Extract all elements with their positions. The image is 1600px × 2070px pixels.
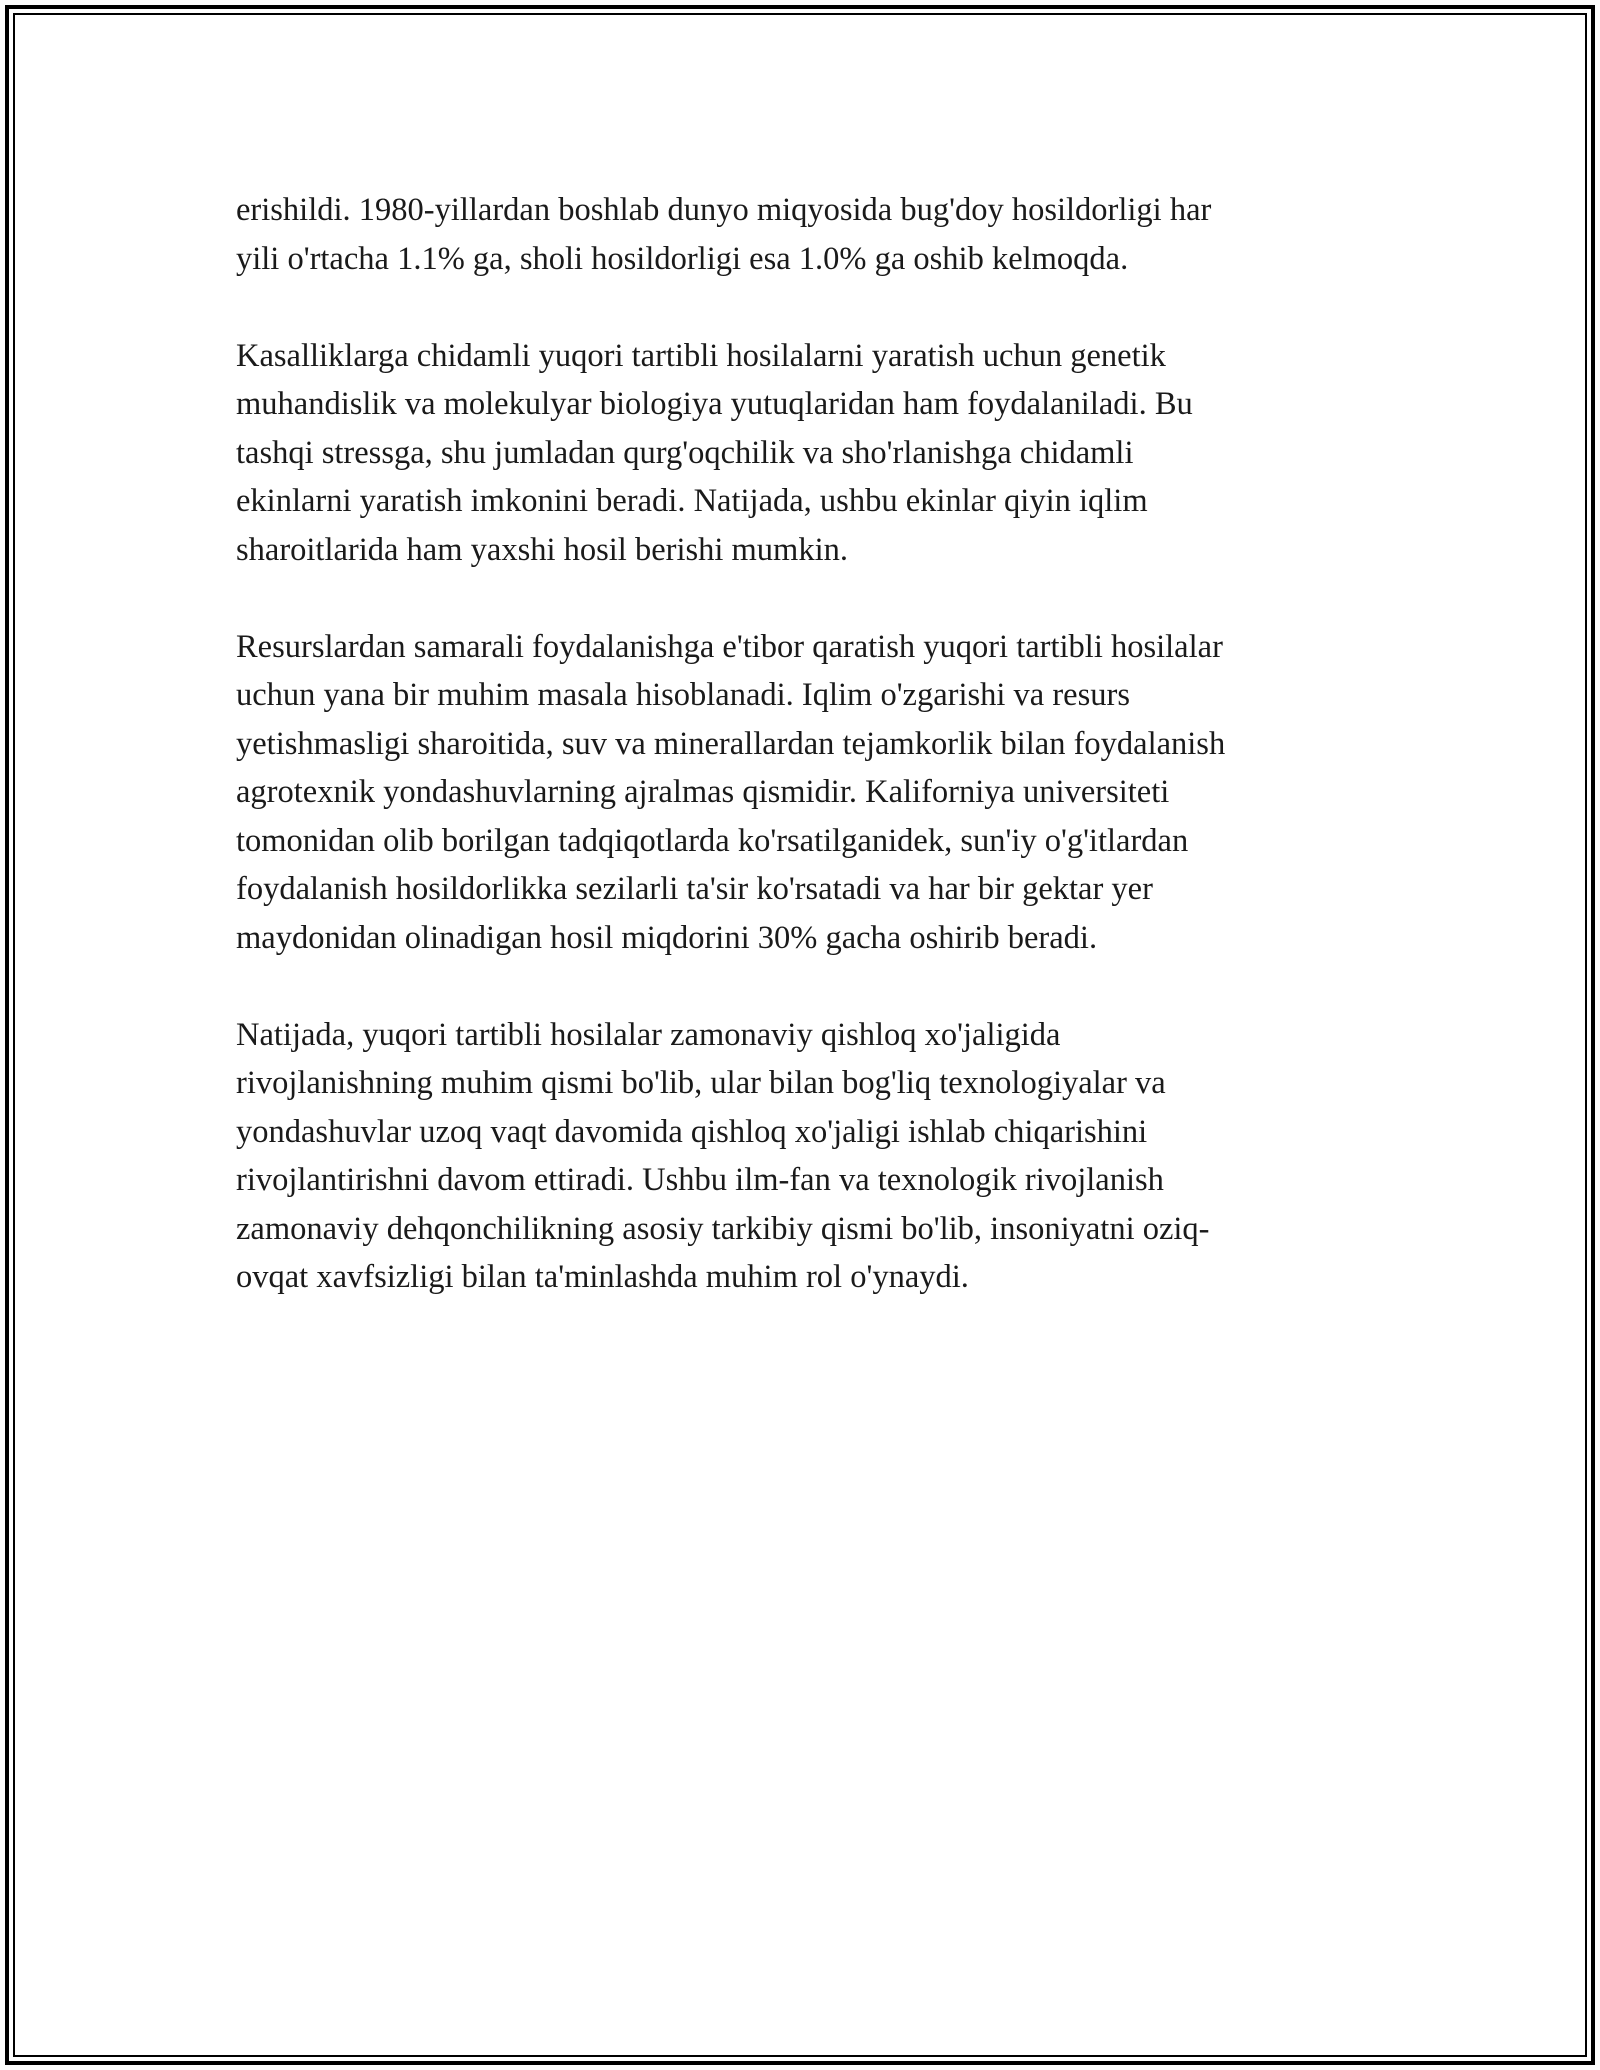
paragraph-1: erishildi. 1980-yillardan boshlab dunyo miqyosida bug'doy hosildorligi har yili o'rtacha 1.1% ga, sholi hosildorligi esa 1.0% ga oshib kelmoqda. [236, 192, 1212, 277]
document-body [236, 186, 1366, 1350]
paragraph-4: Natijada, yuqori tartibli hosilalar zamonaviy qishloq xo'jaligida rivojlanishning muhim qismi bo'lib, ular bilan bog'liq texnologiyalar va yondashuvlar uzoq vaqt davomida qishloq xo'jaligi ishlab chiqarishini rivojlantirishni davom ettiradi. Ushbu ilm-fan va texnologik rivojlanish zamonaviy dehqonchilikning asosiy tarkibiy qismi bo'lib, insoniyatni oziq- ovqat xavfsizligi bilan ta'minlashda muhim rol o'ynaydi. [236, 1016, 1210, 1295]
paragraph-3: Resurslardan samarali foydalanishga e'tibor qaratish yuqori tartibli hosilalar uchun yana bir muhim masala hisoblanadi. Iqlim o'zgarishi va resurs yetishmasligi sharoitida, suv va minerallardan tejamkorlik bilan foydalanish agrotexnik yondashuvlarning ajralmas qismidir. Kaliforniya universiteti tomonidan olib borilgan tadqiqotlarda ko'rsatilganidek, sun'iy o'g'itlardan foydalanish hosildorlikka sezilarli ta'sir ko'rsatadi va har bir gektar yer maydonidan olinadigan hosil miqdorini 30% gacha oshirib beradi. [236, 628, 1226, 956]
paragraph-2: Kasalliklarga chidamli yuqori tartibli hosilalarni yaratish uchun genetik muhandislik va molekulyar biologiya yutuqlaridan ham foydalaniladi. Bu tashqi stressga, shu jumladan qurg'oqchilik va sho'rlanishga chidamli ekinlarni yaratish imkonini beradi. Natijada, ushbu ekinlar qiyin iqlim sharoitlarida ham yaxshi hosil berishi mumkin. [236, 337, 1193, 568]
